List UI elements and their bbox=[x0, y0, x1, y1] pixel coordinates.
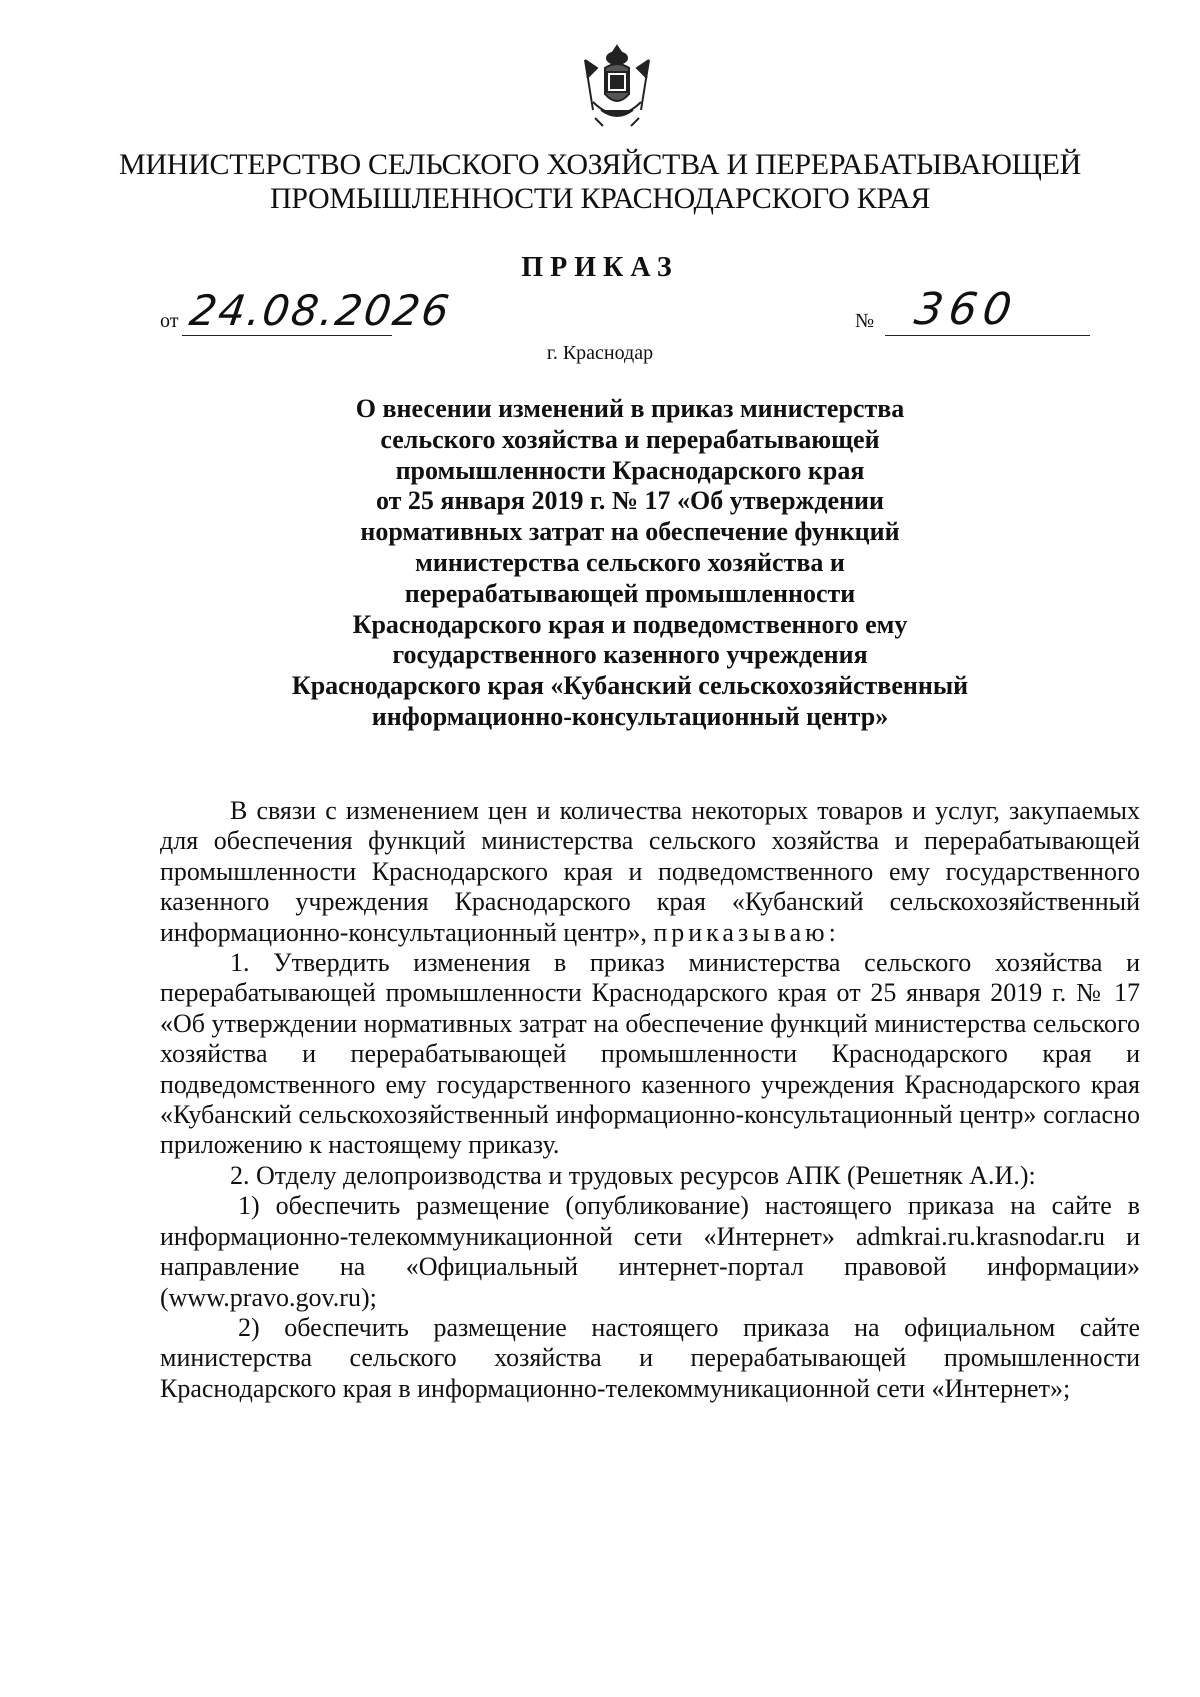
item-2-1-paragraph: 1) обеспечить размещение (опубликование) настоящего приказа на сайте в информационно-телекоммуникационной сети «Интернет» admkrai.ru.krasnodar.ru и направление на «Официальный интернет-портал правовой информации» (www.pravo.gov.ru); bbox=[160, 1191, 1140, 1312]
subject-line: Краснодарского края и подведомственного ему bbox=[352, 609, 908, 639]
date-label: от bbox=[160, 310, 179, 332]
order-subject bbox=[230, 394, 1030, 733]
subject-line: информационно-консультационный центр» bbox=[371, 701, 889, 731]
order-title: ПРИКАЗ bbox=[521, 252, 679, 283]
order-body bbox=[160, 796, 1140, 1404]
item-2-paragraph: 2. Отделу делопроизводства и трудовых ресурсов АПК (Решетняк А.И.): bbox=[230, 1160, 1036, 1190]
date-underline bbox=[182, 335, 392, 336]
coat-of-arms-icon bbox=[575, 42, 659, 132]
ministry-name-line-1: МИНИСТЕРСТВО СЕЛЬСКОГО ХОЗЯЙСТВА И ПЕРЕРАБАТЫВАЮЩЕЙ bbox=[119, 148, 1081, 181]
subject-line: государственного казенного учреждения bbox=[392, 640, 868, 670]
order-word: приказываю: bbox=[653, 917, 840, 947]
subject-line: сельского хозяйства и перерабатывающей bbox=[380, 424, 880, 454]
subject-line: О внесении изменений в приказ министерства bbox=[355, 394, 905, 423]
subject-line: от 25 января 2019 г. № 17 «Об утверждении bbox=[375, 486, 885, 516]
number-value: 360 bbox=[911, 284, 1021, 335]
item-1-paragraph: 1. Утвердить изменения в приказ министерства сельского хозяйства и перерабатывающей промышленности Краснодарского края от 25 января 2019 г. № 17 «Об утверждении нормативных затрат на обеспечение функций министерства сельского хозяйства и перерабатывающей промышленности Краснодарского края и подведомственного ему государственного казенного учреждения Краснодарского края «Кубанский сельскохозяйственный информационно-консультационный центр» согласно приложению к настоящему приказу. bbox=[160, 948, 1140, 1160]
ministry-name bbox=[100, 148, 1100, 216]
subject-line: перерабатывающей промышленности bbox=[404, 578, 856, 608]
number-label: № bbox=[855, 310, 875, 332]
number-underline bbox=[885, 335, 1090, 336]
subject-line: промышленности Краснодарского края bbox=[395, 455, 865, 485]
item-2-2-paragraph: 2) обеспечить размещение настоящего приказа на официальном сайте министерства сельского хозяйства и перерабатывающей промышленности Краснодарского края в информационно-телекоммуникационной сети «Интернет»; bbox=[160, 1312, 1140, 1403]
date-value: 24.08.2026 bbox=[186, 286, 454, 335]
preamble-paragraph bbox=[160, 796, 1140, 948]
subject-line: Краснодарского края «Кубанский сельскохозяйственный bbox=[291, 671, 969, 701]
ministry-name-line-2: ПРОМЫШЛЕННОСТИ КРАСНОДАРСКОГО КРАЯ bbox=[269, 182, 931, 215]
subject-line: нормативных затрат на обеспечение функций bbox=[360, 517, 900, 547]
subject-line: министерства сельского хозяйства и bbox=[415, 547, 845, 577]
city: г. Краснодар bbox=[546, 342, 654, 364]
preamble-text: В связи с изменением цен и количества некоторых товаров и услуг, закупаемых для обеспечения функций министерства сельского хозяйства и перерабатывающей промышленности Краснодарского края и подведомственного ему государственного казенного учреждения Краснодарского края «Кубанский сельскохозяйственный информационно-консультационный центр», bbox=[160, 796, 1140, 947]
